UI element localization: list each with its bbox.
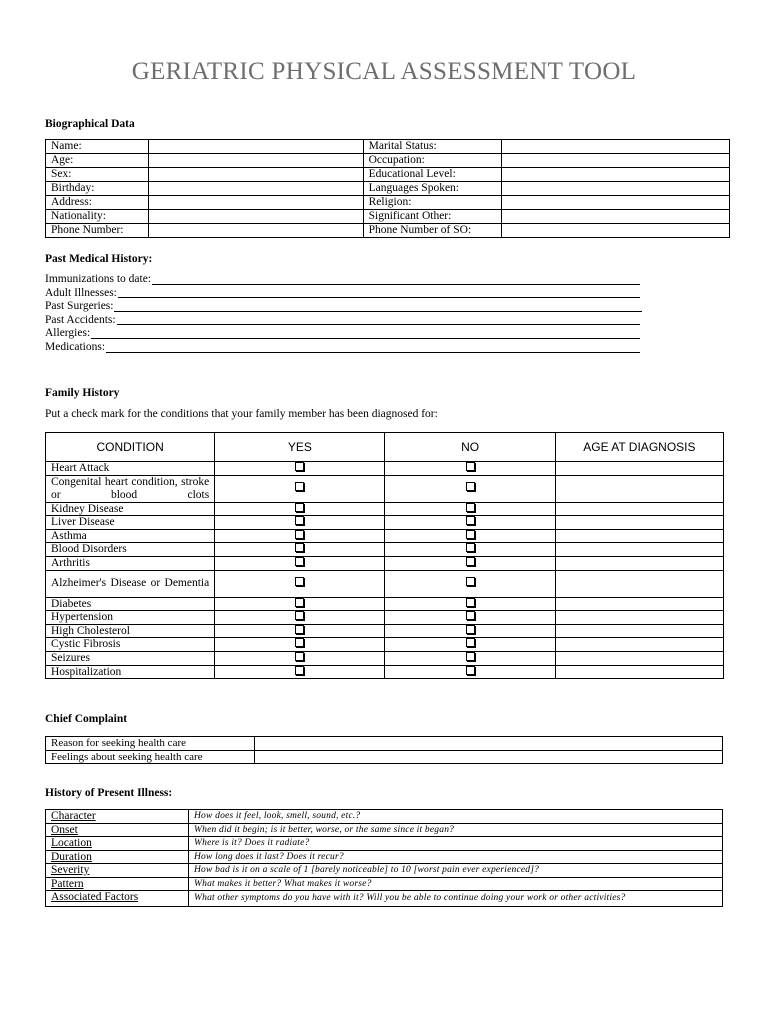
bio-value-field[interactable] (502, 140, 730, 154)
yes-cell (215, 462, 385, 476)
family-instructions: Put a check mark for the conditions that your family member has been diagnosed for: (45, 408, 438, 420)
condition-name: Seizures (46, 651, 215, 665)
hpi-term: Duration (46, 850, 189, 864)
table-row (46, 570, 724, 597)
hpi-prompt: When did it begin; is it better, worse, or the same since it began? (189, 823, 723, 837)
bio-row (46, 140, 730, 154)
yes-checkbox[interactable] (295, 638, 304, 647)
history-line (45, 327, 640, 341)
history-line-blank[interactable] (117, 324, 640, 325)
no-cell (385, 624, 555, 638)
yes-cell (215, 556, 385, 570)
yes-cell (215, 651, 385, 665)
no-checkbox[interactable] (466, 638, 475, 647)
condition-name: Arthritis (46, 556, 215, 570)
header-age: AGE AT DIAGNOSIS (555, 433, 723, 462)
no-cell (385, 529, 555, 543)
header-no: NO (385, 433, 555, 462)
table-row (46, 823, 723, 837)
table-row (46, 597, 724, 611)
history-line-label: Immunizations to date: (45, 273, 152, 285)
condition-name: Heart Attack (46, 462, 215, 476)
header-condition: CONDITION (46, 433, 215, 462)
bio-label: Phone Number of SO: (363, 224, 502, 238)
no-cell (385, 516, 555, 530)
condition-name: Congenital heart condition, stroke or blood clots (46, 475, 215, 502)
table-row (46, 850, 723, 864)
no-checkbox[interactable] (466, 503, 475, 512)
age-at-diagnosis-field[interactable] (555, 624, 723, 638)
table-row (46, 611, 724, 625)
yes-checkbox[interactable] (295, 482, 304, 491)
history-line (45, 287, 640, 301)
table-row (46, 502, 724, 516)
table-row (46, 556, 724, 570)
section-heading-family: Family History (45, 387, 120, 399)
no-checkbox[interactable] (466, 462, 475, 471)
bio-label: Occupation: (363, 154, 502, 168)
table-row (46, 475, 724, 502)
condition-name: Hypertension (46, 611, 215, 625)
condition-name: Alzheimer's Disease or Dementia (46, 570, 215, 597)
hpi-term: Associated Factors (46, 891, 189, 907)
bio-row (46, 182, 730, 196)
table-row (46, 529, 724, 543)
age-at-diagnosis-field[interactable] (555, 475, 723, 502)
yes-checkbox[interactable] (295, 652, 304, 661)
bio-value-field[interactable] (148, 168, 363, 182)
no-checkbox[interactable] (466, 598, 475, 607)
bio-label: Phone Number: (46, 224, 149, 238)
age-at-diagnosis-field[interactable] (555, 516, 723, 530)
table-row (46, 810, 723, 824)
bio-label: Nationality: (46, 210, 149, 224)
table-row (46, 750, 723, 764)
yes-checkbox[interactable] (295, 462, 304, 471)
table-row (46, 837, 723, 851)
yes-cell (215, 597, 385, 611)
history-line-blank[interactable] (152, 284, 640, 285)
bio-label: Marital Status: (363, 140, 502, 154)
bio-row (46, 154, 730, 168)
no-checkbox[interactable] (466, 625, 475, 634)
yes-cell (215, 570, 385, 597)
hpi-term: Severity (46, 864, 189, 878)
yes-checkbox[interactable] (295, 611, 304, 620)
table-row (46, 543, 724, 557)
yes-checkbox[interactable] (295, 543, 304, 552)
history-line-label: Allergies: (45, 327, 91, 340)
page-title: GERIATRIC PHYSICAL ASSESSMENT TOOL (131, 58, 637, 85)
bio-label: Languages Spoken: (363, 182, 502, 196)
no-cell (385, 475, 555, 502)
history-line-label: Past Surgeries: (45, 300, 114, 313)
hpi-prompt: How bad is it on a scale of 1 [barely noticeable] to 10 [worst pain ever experienced]? (189, 864, 723, 878)
bio-value-field[interactable] (502, 168, 730, 182)
header-yes: YES (215, 433, 385, 462)
table-row (46, 864, 723, 878)
bio-label: Sex: (46, 168, 149, 182)
bio-label: Birthday: (46, 182, 149, 196)
history-line (45, 341, 640, 355)
no-cell (385, 665, 555, 679)
biographical-table (45, 139, 730, 238)
hpi-prompt: How long does it last? Does it recur? (189, 850, 723, 864)
chief-complaint-field[interactable] (255, 737, 723, 751)
no-checkbox[interactable] (466, 530, 475, 539)
no-cell (385, 556, 555, 570)
table-row (46, 624, 724, 638)
hpi-term: Character (46, 810, 189, 824)
no-cell (385, 611, 555, 625)
bio-row (46, 210, 730, 224)
no-checkbox[interactable] (466, 557, 475, 566)
bio-label: Educational Level: (363, 168, 502, 182)
bio-row (46, 168, 730, 182)
bio-label: Name: (46, 140, 149, 154)
section-heading-hpi: History of Present Illness: (45, 787, 173, 799)
condition-name: Asthma (46, 529, 215, 543)
hpi-prompt: Where is it? Does it radiate? (189, 837, 723, 851)
yes-cell (215, 529, 385, 543)
condition-name: Kidney Disease (46, 502, 215, 516)
bio-label: Religion: (363, 196, 502, 210)
no-checkbox[interactable] (466, 652, 475, 661)
no-cell (385, 543, 555, 557)
history-line (45, 273, 640, 287)
condition-name: Hospitalization (46, 665, 215, 679)
age-at-diagnosis-field[interactable] (555, 570, 723, 597)
yes-cell (215, 502, 385, 516)
condition-name: Diabetes (46, 597, 215, 611)
bio-value-field[interactable] (502, 210, 730, 224)
chief-complaint-label: Feelings about seeking health care (46, 750, 255, 764)
history-line-label: Adult Illnesses: (45, 286, 117, 299)
age-at-diagnosis-field[interactable] (555, 651, 723, 665)
bio-value-field[interactable] (502, 196, 730, 210)
table-row (46, 516, 724, 530)
no-cell (385, 651, 555, 665)
history-line-blank[interactable] (118, 297, 640, 298)
condition-name: Blood Disorders (46, 543, 215, 557)
yes-cell (215, 611, 385, 625)
bio-value-field[interactable] (148, 224, 363, 238)
yes-checkbox[interactable] (295, 666, 304, 675)
age-at-diagnosis-field[interactable] (555, 597, 723, 611)
age-at-diagnosis-field[interactable] (555, 543, 723, 557)
condition-name: Liver Disease (46, 516, 215, 530)
bio-row (46, 224, 730, 238)
age-at-diagnosis-field[interactable] (555, 462, 723, 476)
bio-value-field[interactable] (502, 182, 730, 196)
hpi-prompt: What other symptoms do you have with it? Will you be able to continue doing your work or other activities? (189, 891, 723, 907)
table-row (46, 651, 724, 665)
bio-label: Address: (46, 196, 149, 210)
yes-cell (215, 516, 385, 530)
history-line-label: Medications: (45, 341, 106, 353)
condition-name: High Cholesterol (46, 624, 215, 638)
no-checkbox[interactable] (466, 516, 475, 525)
yes-checkbox[interactable] (295, 503, 304, 512)
no-cell (385, 570, 555, 597)
history-line-blank[interactable] (114, 311, 642, 312)
chief-complaint-label: Reason for seeking health care (46, 737, 255, 751)
age-at-diagnosis-field[interactable] (555, 529, 723, 543)
table-row (46, 462, 724, 476)
bio-value-field[interactable] (148, 196, 363, 210)
age-at-diagnosis-field[interactable] (555, 665, 723, 679)
chief-complaint-table (45, 736, 723, 764)
yes-checkbox[interactable] (295, 625, 304, 634)
bio-label: Significant Other: (363, 210, 502, 224)
table-row (46, 638, 724, 652)
section-heading-chief-complaint: Chief Complaint (45, 713, 128, 725)
age-at-diagnosis-field[interactable] (555, 556, 723, 570)
section-heading-past-medical: Past Medical History: (45, 253, 153, 265)
no-checkbox[interactable] (466, 543, 475, 552)
hpi-prompt: What makes it better? What makes it worse? (189, 877, 723, 891)
section-heading-biographical: Biographical Data (45, 118, 135, 130)
table-row (46, 737, 723, 751)
condition-name: Cystic Fibrosis (46, 638, 215, 652)
yes-cell (215, 543, 385, 557)
table-row (46, 877, 723, 891)
bio-value-field[interactable] (148, 140, 363, 154)
history-line (45, 300, 642, 314)
no-cell (385, 597, 555, 611)
no-checkbox[interactable] (466, 611, 475, 620)
yes-cell (215, 665, 385, 679)
family-history-table (45, 432, 724, 679)
age-at-diagnosis-field[interactable] (555, 611, 723, 625)
present-illness-table (45, 809, 723, 907)
hpi-term: Location (46, 837, 189, 851)
yes-checkbox[interactable] (295, 557, 304, 566)
history-line-label: Past Accidents: (45, 313, 116, 326)
history-line-blank[interactable] (106, 352, 640, 353)
bio-value-field[interactable] (148, 154, 363, 168)
yes-cell (215, 475, 385, 502)
age-at-diagnosis-field[interactable] (555, 502, 723, 516)
yes-checkbox[interactable] (295, 530, 304, 539)
hpi-term: Onset (46, 823, 189, 837)
no-cell (385, 638, 555, 652)
bio-row (46, 196, 730, 210)
yes-checkbox[interactable] (295, 577, 304, 586)
bio-value-field[interactable] (502, 154, 730, 168)
no-cell (385, 502, 555, 516)
chief-complaint-field[interactable] (255, 750, 723, 764)
bio-value-field[interactable] (148, 210, 363, 224)
hpi-term: Pattern (46, 877, 189, 891)
yes-cell (215, 638, 385, 652)
bio-value-field[interactable] (148, 182, 363, 196)
yes-checkbox[interactable] (295, 516, 304, 525)
no-checkbox[interactable] (466, 577, 475, 586)
history-line-blank[interactable] (91, 338, 640, 339)
bio-value-field[interactable] (502, 224, 730, 238)
no-checkbox[interactable] (466, 666, 475, 675)
bio-label: Age: (46, 154, 149, 168)
age-at-diagnosis-field[interactable] (555, 638, 723, 652)
no-cell (385, 462, 555, 476)
yes-checkbox[interactable] (295, 598, 304, 607)
yes-cell (215, 624, 385, 638)
hpi-prompt: How does it feel, look, smell, sound, etc.? (189, 810, 723, 824)
table-row (46, 891, 723, 907)
history-line (45, 314, 640, 328)
no-checkbox[interactable] (466, 482, 475, 491)
table-row (46, 665, 724, 679)
